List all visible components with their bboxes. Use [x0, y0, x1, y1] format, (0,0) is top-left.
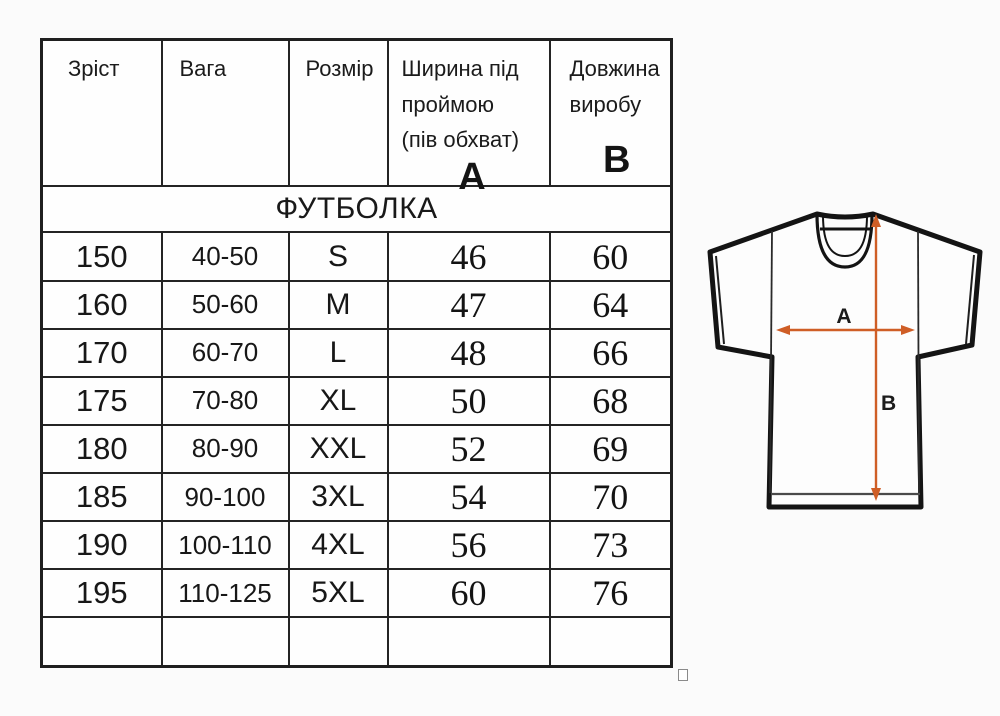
table-resize-handle-icon — [678, 669, 688, 681]
empty-cell — [289, 617, 388, 666]
header-length-line2: виробу — [569, 91, 642, 117]
empty-cell — [550, 617, 672, 666]
cell-size: XXL — [289, 425, 388, 473]
cell-size: XL — [289, 377, 388, 425]
cell-width-a: 46 — [388, 232, 550, 280]
table-row — [42, 569, 672, 617]
cell-weight: 70-80 — [162, 377, 289, 425]
cell-width-a: 48 — [388, 329, 550, 377]
cell-length-b: 70 — [550, 473, 672, 521]
empty-row — [42, 617, 672, 666]
empty-cell — [388, 617, 550, 666]
cell-height: 195 — [42, 569, 162, 617]
cell-length-b: 64 — [550, 281, 672, 329]
header-length-line1: Довжина — [569, 56, 660, 81]
section-title: ФУТБОЛКА — [42, 186, 672, 232]
header-size — [289, 40, 388, 187]
table-row — [42, 329, 672, 377]
cell-height: 150 — [42, 232, 162, 280]
header-width-lines — [402, 51, 543, 158]
cell-weight: 40-50 — [162, 232, 289, 280]
cell-length-b: 76 — [550, 569, 672, 617]
cell-width-a: 50 — [388, 377, 550, 425]
cell-length-b: 73 — [550, 521, 672, 569]
cell-weight: 50-60 — [162, 281, 289, 329]
header-letter-a: A — [458, 155, 486, 198]
cell-weight: 110-125 — [162, 569, 289, 617]
header-letter-b: B — [603, 139, 631, 181]
cell-size: S — [289, 232, 388, 280]
cell-height: 180 — [42, 425, 162, 473]
cell-length-b: 60 — [550, 232, 672, 280]
cell-width-a: 52 — [388, 425, 550, 473]
size-table — [40, 38, 673, 668]
cell-length-b: 69 — [550, 425, 672, 473]
header-size-label: Розмір — [305, 56, 374, 81]
table-row — [42, 425, 672, 473]
cell-width-a: 60 — [388, 569, 550, 617]
table-header-row — [42, 40, 672, 187]
cell-width-a: 56 — [388, 521, 550, 569]
cell-size: L — [289, 329, 388, 377]
table-row — [42, 473, 672, 521]
cell-height: 160 — [42, 281, 162, 329]
cell-size: 3XL — [289, 473, 388, 521]
cell-length-b: 66 — [550, 329, 672, 377]
cell-height: 190 — [42, 521, 162, 569]
header-width-line2: проймою — [401, 91, 495, 117]
table-row — [42, 521, 672, 569]
header-width-a — [388, 40, 550, 198]
cell-height: 170 — [42, 329, 162, 377]
cell-height: 175 — [42, 377, 162, 425]
cell-height: 185 — [42, 473, 162, 521]
header-width-line1: Ширина під — [401, 56, 519, 81]
cell-length-b: 68 — [550, 377, 672, 425]
empty-cell — [42, 617, 162, 666]
cell-size: M — [289, 281, 388, 329]
table-row — [42, 281, 672, 329]
cell-weight: 80-90 — [162, 425, 289, 473]
header-weight-label: Вага — [179, 56, 227, 81]
cell-weight: 100-110 — [162, 521, 289, 569]
cell-weight: 90-100 — [162, 473, 289, 521]
header-height-label: Зріст — [68, 56, 120, 81]
tshirt-measurement-diagram — [690, 190, 1000, 530]
right-seam-line — [918, 231, 919, 493]
cell-size: 4XL — [289, 521, 388, 569]
cell-width-a: 47 — [388, 281, 550, 329]
diagram-label-b: B — [881, 392, 897, 415]
header-length-b — [550, 40, 672, 187]
table-row — [42, 377, 672, 425]
section-title-row — [42, 186, 672, 232]
header-weight — [162, 40, 289, 187]
empty-cell — [162, 617, 289, 666]
table-row — [42, 232, 672, 280]
header-height — [42, 40, 162, 187]
cell-width-a: 54 — [388, 473, 550, 521]
tshirt-outline — [710, 214, 980, 507]
cell-weight: 60-70 — [162, 329, 289, 377]
cell-size: 5XL — [289, 569, 388, 617]
header-length-lines — [570, 51, 665, 122]
diagram-label-a: A — [836, 305, 852, 328]
header-width-line3: (пів обхват) — [401, 127, 520, 153]
